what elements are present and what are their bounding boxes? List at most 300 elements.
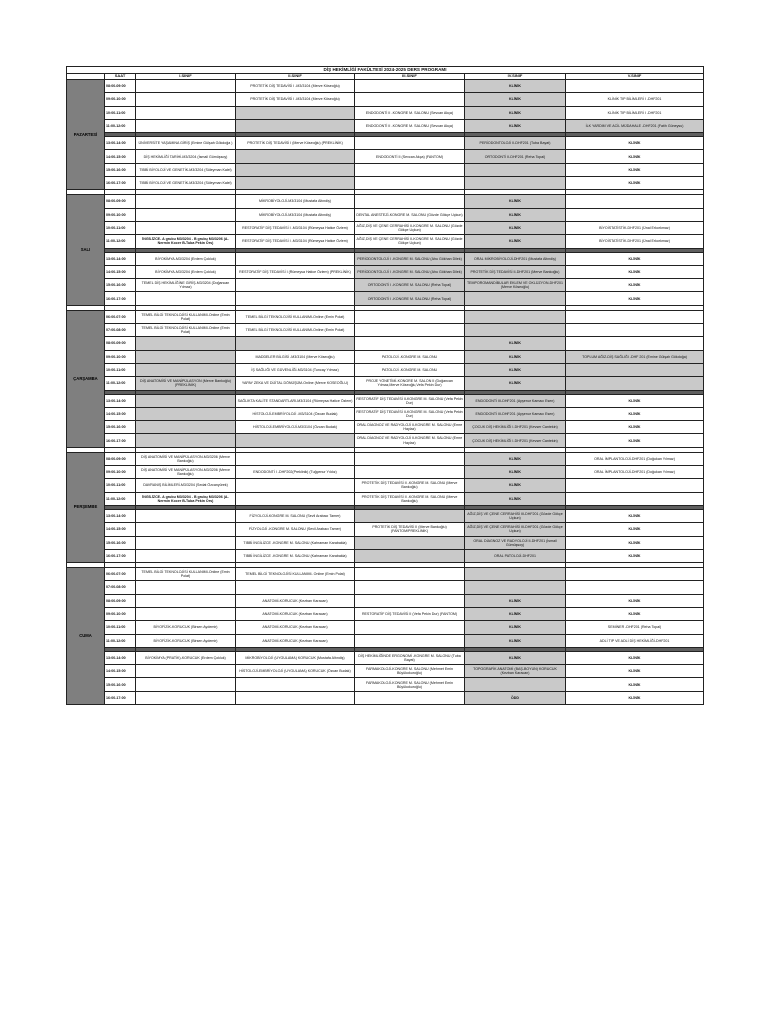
time-slot: 08:00-09:00	[105, 452, 136, 465]
course-cell	[355, 634, 465, 647]
course-cell: BİYOKİMYA (PRATİK)-KORUCUK (Erdem Çokluk)	[136, 651, 236, 664]
course-cell: YAPAY ZEKA VE DİJİTAL DÖNÜŞÜM-Online (Merve KOSEOĞLU)	[236, 377, 355, 390]
time-slot: 08:00-09:00	[105, 594, 136, 607]
course-cell: ENDODONTİ III-DHF201 (Ayşenur Kamacı Esen)	[465, 394, 566, 407]
course-cell: İNGİLİZCE- A grubu M3/3204 - B grubu M3/3206 (A-Nermin Kocer B-Tuba Pekin Örs)	[136, 492, 236, 505]
course-cell: KLİNİK	[566, 150, 704, 163]
table-row	[67, 523, 704, 536]
time-slot: 10:00-11:00	[105, 621, 136, 634]
course-cell	[355, 80, 465, 93]
course-cell: BİYOİSTATİSTİK-DHF201 (Ünal Erkorkmaz)	[566, 235, 704, 248]
course-cell	[136, 208, 236, 221]
course-cell: ÜNİVERSİTE YAŞAMINA GİRİŞ (Emine Gülşah Gökdoğa )	[136, 137, 236, 150]
table-row	[67, 252, 704, 265]
course-cell: RESTORATİF DİŞ TEDAVİSİ II-KONGRE M. SALONU (Vefa Pekin Dur)	[355, 407, 465, 420]
course-cell: ÇOCUK DİŞ HEKİMLİĞİ I-DHF201 (Kevser Cantekin)	[465, 434, 566, 447]
course-cell: KLİNİK	[465, 621, 566, 634]
header-cell-2: II.SINIF	[236, 74, 355, 80]
table-row	[67, 421, 704, 434]
table-row	[67, 80, 704, 93]
course-cell: ORAL MİKROBİYOLOJİ-DHF201 (Mustafa Altındiş)	[465, 252, 566, 265]
course-cell: HİSTOLOJİ-EMBRİYOLOJİ -M3/3104 (Özcan Budak)	[236, 407, 355, 420]
course-cell: TIBBİ BİYOLOJİ VE GENETİK-M3/3204 (Süleyman Kalel)	[136, 177, 236, 190]
table-row	[67, 337, 704, 350]
course-cell: AĞIZ,DİŞ VE ÇENE CERRAHİSİ II-KONGRE M. SALONU (Gözde Gökçe Uçkun)	[355, 221, 465, 234]
table-row	[67, 407, 704, 420]
course-cell	[236, 119, 355, 132]
course-cell	[566, 377, 704, 390]
course-cell	[136, 549, 236, 562]
header-cell-5: V.SINIF	[566, 74, 704, 80]
time-slot: 06:00-07:00	[105, 568, 136, 581]
course-cell	[465, 581, 566, 594]
course-cell: RESTORATİF DİŞ TEDAVİSİ II (Vefa Pekin Dur) (FANTOM)	[355, 607, 465, 620]
course-cell: TIBBİ İNGİLİZCE -KONGRE M. SALONU (Kahraman Karabakla)	[236, 536, 355, 549]
time-slot: 14:00-15:00	[105, 523, 136, 536]
table-row	[67, 594, 704, 607]
course-cell: KLİNİK	[465, 93, 566, 106]
course-cell	[136, 421, 236, 434]
course-cell: FARMAKOLOJİ-KONGRE M. SALONU (Mehmet Emin Büyükokuroğlu)	[355, 678, 465, 691]
course-cell: KLİNİK	[566, 536, 704, 549]
time-slot: 13:00-14:00	[105, 394, 136, 407]
course-cell	[566, 195, 704, 208]
course-cell	[136, 221, 236, 234]
course-cell	[136, 350, 236, 363]
course-cell: KLİNİK	[566, 292, 704, 305]
course-cell: PROTETİK DİŞ TEDAVİSİ I -M3/3104 (Merve Köseoğlu)	[236, 93, 355, 106]
time-slot: 11:00-12:00	[105, 235, 136, 248]
course-cell: TEMEL BİLGİ TEKNOLOJİSİ KULLANIMI-Online (Emin Polat)	[236, 310, 355, 323]
time-slot: 13:00-14:00	[105, 651, 136, 664]
course-cell: ENDODONTİ II -KONGRE M. SALONU (Sevcan Akça)	[355, 119, 465, 132]
course-cell: BİYOFİZİK-KORUCUK (Birsen Aydemir)	[136, 621, 236, 634]
course-cell: PATOLOJİ -KONGRE M. SALONU	[355, 363, 465, 376]
table-row	[67, 163, 704, 176]
course-cell: KLİNİK	[465, 195, 566, 208]
course-cell: SEMİNER -DHF201 (Reha Topal)	[566, 621, 704, 634]
table-row	[67, 581, 704, 594]
time-slot: 08:00-09:00	[105, 337, 136, 350]
course-cell	[566, 492, 704, 505]
course-cell	[566, 337, 704, 350]
course-cell: KLİNİK	[566, 678, 704, 691]
course-cell: KLİNİK	[465, 607, 566, 620]
course-cell: KLİNİK	[566, 265, 704, 278]
table-row	[67, 119, 704, 132]
course-cell	[136, 119, 236, 132]
course-cell	[236, 177, 355, 190]
time-slot: 13:00-14:00	[105, 137, 136, 150]
course-cell: KLİNİK	[566, 421, 704, 434]
table-row	[67, 363, 704, 376]
course-cell	[566, 568, 704, 581]
time-slot: 11:00-12:00	[105, 119, 136, 132]
time-slot: 16:00-17:00	[105, 434, 136, 447]
table-row	[67, 466, 704, 479]
course-cell: KLİNİK	[465, 651, 566, 664]
course-cell: KLİNİK	[566, 549, 704, 562]
course-cell	[566, 208, 704, 221]
time-slot: 15:00-16:00	[105, 163, 136, 176]
time-slot: 09:00-10:00	[105, 350, 136, 363]
course-cell: ENDODONTİ II (Sevcan Akça) (FANTOM)	[355, 150, 465, 163]
time-slot: 08:00-09:00	[105, 195, 136, 208]
table-row	[67, 324, 704, 337]
course-cell: KLİNİK TIP BİLİMLERİ I -DHF201	[566, 106, 704, 119]
course-cell: KLİNİK	[566, 163, 704, 176]
course-cell: KLİNİK	[465, 119, 566, 132]
time-slot: 10:00-11:00	[105, 363, 136, 376]
course-cell: ORTODONTİ II-DHF201 (Reha Topal)	[465, 150, 566, 163]
table-row	[67, 265, 704, 278]
course-cell: KLİNİK	[465, 235, 566, 248]
header-cell-1: I.SINIF	[136, 74, 236, 80]
course-cell	[355, 581, 465, 594]
course-cell	[136, 581, 236, 594]
time-slot: 16:00-17:00	[105, 549, 136, 562]
course-cell: KLİNİK	[566, 177, 704, 190]
course-cell	[465, 310, 566, 323]
course-cell	[136, 292, 236, 305]
course-cell: ADLİ TIP VE ADLİ DİŞ HEKİMLİĞİ-DHF201	[566, 634, 704, 647]
course-cell	[236, 337, 355, 350]
course-cell: PROTETİK DİŞ TEDAVİSİ II -KONGRE M. SALONU (Merve Bankoğlu)	[355, 492, 465, 505]
course-cell: AĞIZ,DİŞ VE ÇENE CERRAHİSİ III-DHF201 (Gözde Gökçe Uçkun)	[465, 523, 566, 536]
course-cell	[566, 363, 704, 376]
table-row	[67, 492, 704, 505]
time-slot: 16:00-17:00	[105, 691, 136, 704]
course-cell: KLİNİK	[566, 691, 704, 704]
course-cell	[136, 407, 236, 420]
course-cell: BİYOKİMYA-M3/3204 (Erdem Çokluk)	[136, 252, 236, 265]
table-row	[67, 549, 704, 562]
course-cell	[236, 434, 355, 447]
course-cell: HİSTOLOJİ-EMBRİYOLOJİ-M3/3104 (Özcan Budak)	[236, 421, 355, 434]
course-cell: KLİNİK	[465, 594, 566, 607]
table-row	[67, 452, 704, 465]
time-slot: 09:00-10:00	[105, 466, 136, 479]
course-cell	[136, 434, 236, 447]
time-slot: 10:00-11:00	[105, 221, 136, 234]
time-slot: 13:00-14:00	[105, 509, 136, 522]
course-cell: KLİNİK	[465, 106, 566, 119]
course-cell: ENDODONTİ II -KONGRE M. SALONU (Sevcan Akça)	[355, 106, 465, 119]
course-cell	[355, 509, 465, 522]
course-cell	[465, 292, 566, 305]
course-cell	[355, 536, 465, 549]
course-cell: RESTORATİF DİŞ TEDAVİSİ II-KONGRE M. SALONU (Vefa Pekin Dur)	[355, 394, 465, 407]
time-slot: 14:00-15:00	[105, 665, 136, 678]
course-cell	[136, 394, 236, 407]
course-cell: TOPLUM AĞIZ-DİŞ SAĞLIĞI -DHF 201 (Emine Gülşah Gökdoğa)	[566, 350, 704, 363]
course-cell: AĞIZ,DİŞ VE ÇENE CERRAHİSİ II-KONGRE M. SALONU (Gözde Gökçe Uçkun)	[355, 235, 465, 248]
course-cell	[236, 492, 355, 505]
course-cell: KLİNİK	[465, 208, 566, 221]
course-cell: MİKROBİYOLOJİ-M3/3104 (Mustafa Altındiş)	[236, 195, 355, 208]
header-cell-4: IV.SINIF	[465, 74, 566, 80]
time-slot: 14:00-15:00	[105, 407, 136, 420]
course-cell	[236, 279, 355, 292]
time-slot: 15:00-16:00	[105, 421, 136, 434]
course-cell	[236, 581, 355, 594]
table-row	[67, 394, 704, 407]
course-cell	[465, 163, 566, 176]
course-cell	[136, 523, 236, 536]
time-slot: 15:00-16:00	[105, 678, 136, 691]
course-cell: KLİNİK TIP BİLİMLERİ I -DHF201	[566, 93, 704, 106]
course-cell: KLİNİK	[566, 651, 704, 664]
course-cell: TOPOGRAFİK ANATOMİ (BAŞ-BOYUN) KORUCUK (Kezban Karacan)	[465, 665, 566, 678]
course-cell	[566, 479, 704, 492]
course-cell	[236, 479, 355, 492]
table-row	[67, 377, 704, 390]
course-cell	[355, 549, 465, 562]
course-cell: PERİODONTOLOJİ I -KONGRE M. SALONU (Ahu Gökhan Dilek)	[355, 252, 465, 265]
course-cell: FİZYOLOJİ -KONGRE M. SALONU (Sevil Arabacı Tamer)	[236, 523, 355, 536]
course-cell	[136, 665, 236, 678]
course-cell: DİŞ HEKİMLİĞİ TARİHİ-M3/3204 (İsmail Gümüşsoy)	[136, 150, 236, 163]
table-row	[67, 221, 704, 234]
course-cell: KLİNİK	[566, 434, 704, 447]
table-row	[67, 621, 704, 634]
course-cell: PROJE YÖNETİMİ-KONGRE M. SALON II (Doğancan Yılmaz,Merve Köseoğlu,Vefa Pekin Dur)	[355, 377, 465, 390]
course-cell	[355, 452, 465, 465]
course-cell: KLİNİK	[465, 452, 566, 465]
table-row	[67, 568, 704, 581]
time-slot: 15:00-16:00	[105, 536, 136, 549]
course-cell	[236, 106, 355, 119]
course-cell	[355, 594, 465, 607]
course-cell	[136, 536, 236, 549]
course-cell: KLİNİK	[566, 509, 704, 522]
course-cell: KLİNİK	[566, 394, 704, 407]
day-label: ÇARŞAMBA	[67, 310, 105, 447]
day-label: SALI	[67, 195, 105, 305]
time-slot: 06:00-07:00	[105, 310, 136, 323]
course-cell	[136, 80, 236, 93]
course-cell: ORTODONTİ I -KONGRE M. SALONU (Reha Topal)	[355, 279, 465, 292]
course-cell: MİKROBİYOLOJİ-M3/3104 (Mustafa Altındiş)	[236, 208, 355, 221]
course-cell	[136, 509, 236, 522]
day-label: PERŞEMBE	[67, 452, 105, 562]
course-cell	[236, 292, 355, 305]
time-slot: 07:00-08:00	[105, 581, 136, 594]
course-cell: İNGİLİZCE- A grubu M3/3204 - B grubu M3/3206 (A-Nermin Kocer B-Tuba Pekin Örs)	[136, 235, 236, 248]
table-row	[67, 93, 704, 106]
course-cell	[355, 324, 465, 337]
table-row	[67, 235, 704, 248]
course-cell: ORAL DİAGNOZ VE RADYOLOJİ II-KONGRE M. SALONU (Emre Haylaz)	[355, 434, 465, 447]
course-cell: ENDODONTİ I -DHF202(Preklinik) (Tuğçenur Yıldız)	[236, 466, 355, 479]
course-cell	[236, 691, 355, 704]
course-cell: TEMEL DİŞ HEKİMLİĞİNE GİRİŞ-M3/3204 (Doğancan Yılmaz)	[136, 279, 236, 292]
time-slot: 09:00-10:00	[105, 208, 136, 221]
course-cell: DAVRANIŞ BİLİMLERİ-M3/3204 (Sedat Özcanyürek)	[136, 479, 236, 492]
table-row	[67, 651, 704, 664]
course-cell: DİŞ HEKİMLİĞİNDE ERGONOMİ -KONGRE M. SALONU (Tuba Bayat)	[355, 651, 465, 664]
course-cell: TEMEL BİLGİ TEKNOLOJİSİ KULLANIMI- Online (Emin Polat)	[236, 568, 355, 581]
course-cell: TIBBİ BİYOLOJİ VE GENETİK-M3/3204 (Süleyman Kalel)	[136, 163, 236, 176]
course-cell	[566, 310, 704, 323]
course-cell: ÇOCUK DİŞ HEKİMLİĞİ I-DHF201 (Kevser Cantekin)	[465, 421, 566, 434]
time-slot: 07:00-08:00	[105, 324, 136, 337]
course-cell	[355, 466, 465, 479]
course-cell: ORTODONTİ I -KONGRE M. SALONU (Reha Topal)	[355, 292, 465, 305]
course-cell	[236, 678, 355, 691]
course-cell: ORAL İMPLANTOLOJİ-DHF201 (Doğukan Yılmaz)	[566, 466, 704, 479]
course-cell	[355, 195, 465, 208]
time-slot: 14:00-15:00	[105, 265, 136, 278]
table-row	[67, 177, 704, 190]
course-cell: KLİNİK	[465, 221, 566, 234]
course-cell	[355, 93, 465, 106]
course-cell: KLİNİK	[465, 350, 566, 363]
time-slot: 09:00-10:00	[105, 607, 136, 620]
course-cell: TIBBİ İNGİLİZCE -KONGRE M. SALONU (Kahraman Karabakla)	[236, 549, 355, 562]
course-cell: DİŞ ANATOMİSİ VE MANİPÜLASYON (Merve Bankoğlu) (PREKLİNİK)	[136, 377, 236, 390]
table-row	[67, 678, 704, 691]
course-cell: KLİNİK	[566, 665, 704, 678]
course-cell: KLİNİK	[465, 634, 566, 647]
course-cell	[355, 691, 465, 704]
course-cell	[465, 324, 566, 337]
time-slot: 11:00-12:00	[105, 634, 136, 647]
course-cell	[136, 691, 236, 704]
course-cell: PROTETİK DİŞ TEDAVİSİ II (Merve Bankoğlu) (FANTOM/PREKLİNİK)	[355, 523, 465, 536]
table-row	[67, 509, 704, 522]
time-slot: 11:00-12:00	[105, 492, 136, 505]
course-cell: KLİNİK	[566, 523, 704, 536]
course-cell	[136, 678, 236, 691]
course-cell	[236, 452, 355, 465]
course-cell: RESTORATİF DİŞ TEDAVİSİ I -M3/3104 (Rümeysa Hatice Özlem)	[236, 221, 355, 234]
course-cell	[355, 310, 465, 323]
course-cell: BİYOFİZİK-KORUCUK (Birsen Aydemir)	[136, 634, 236, 647]
course-cell	[355, 568, 465, 581]
course-cell: İLK YARDIM VE ACİL MÜDAHALE -DHF201 (Fatih Güneysu)	[566, 119, 704, 132]
course-cell: TEMEL BİLGİ TEKNOLOJİSİ KULLANIMI-Online (Emin Polat)	[136, 568, 236, 581]
course-cell: KLİNİK	[465, 466, 566, 479]
course-cell	[355, 177, 465, 190]
table-row	[67, 195, 704, 208]
course-cell: KLİNİK	[465, 492, 566, 505]
course-cell: KLİNİK	[566, 279, 704, 292]
course-cell: SAĞLIKTA KALİTE STANDARTLARI-M3/3104 (Rümeysa Hatice Özlem)	[236, 394, 355, 407]
course-cell: FARMAKOLOJİ-KONGRE M. SALONU (Mehmet Emin Büyükokuroğlu)	[355, 665, 465, 678]
course-cell: HİSTOLOJİ-EMBRİYOLOJİ (UYGULAMA) KORUCUK (Özcan Budak)	[236, 665, 355, 678]
day-label: CUMA	[67, 568, 105, 705]
table-row	[67, 479, 704, 492]
table-row	[67, 106, 704, 119]
course-cell: PROTETİK DİŞ TEDAVİSİ I (Merve Köseoğlu) (PREKLİNİK)	[236, 137, 355, 150]
day-label: PAZARTESİ	[67, 80, 105, 190]
course-cell	[355, 621, 465, 634]
course-cell: PATOLOJİ -KONGRE M. SALONU	[355, 350, 465, 363]
page-title: DİŞ HEKİMLİĞİ FAKÜLTESİ 2024-2025 DERS PROGRAMI	[67, 67, 704, 74]
table-row	[67, 292, 704, 305]
table-row	[67, 536, 704, 549]
table-row	[67, 691, 704, 704]
course-cell: PROTETİK DİŞ TEDAVİSİ II -KONGRE M. SALONU (Merve Bankoğlu)	[355, 479, 465, 492]
course-cell: KLİNİK	[566, 607, 704, 620]
course-cell: İŞ SAĞLIĞI VE GÜVENLİĞİ-M3/3104 (Tuncay Yılmaz)	[236, 363, 355, 376]
table-row	[67, 150, 704, 163]
course-cell	[236, 252, 355, 265]
course-cell: KLİNİK	[465, 337, 566, 350]
header-cell-3: III.SINIF	[355, 74, 465, 80]
course-cell: KLİNİK	[465, 363, 566, 376]
table-row	[67, 434, 704, 447]
course-cell	[566, 324, 704, 337]
course-cell: RESTORATİF DİŞ TEDAVİSİ I (Rümeysa Hatice Özlem) (PREKLİNİK)	[236, 265, 355, 278]
course-cell	[465, 177, 566, 190]
course-cell	[355, 137, 465, 150]
course-cell	[465, 568, 566, 581]
table-row	[67, 350, 704, 363]
course-cell	[566, 581, 704, 594]
course-cell	[136, 337, 236, 350]
course-cell: BİYOİSTATİSTİK-DHF201 (Ünal Erkorkmaz)	[566, 221, 704, 234]
course-cell: ORAL DİAGNOZ VE RADYOLOJİ II-KONGRE M. SALONU (Emre Haylaz)	[355, 421, 465, 434]
time-slot: 10:00-11:00	[105, 106, 136, 119]
time-slot: 16:00-17:00	[105, 177, 136, 190]
course-cell: RESTORATİF DİŞ TEDAVİSİ I -M3/3104 (Rümeysa Hatice Özlem)	[236, 235, 355, 248]
course-cell: BİYOKİMYA-M3/3204 (Erdem Çokluk)	[136, 265, 236, 278]
course-cell	[136, 93, 236, 106]
course-cell: PERİODONTOLOJİ I -KONGRE M. SALONU (Ahu Gökhan Dilek)	[355, 265, 465, 278]
time-slot: 13:00-14:00	[105, 252, 136, 265]
course-cell: MADDELER BİLGİSİ -M3/3104 (Merve Köseoğlu)	[236, 350, 355, 363]
course-cell	[465, 678, 566, 691]
course-cell	[236, 150, 355, 163]
course-cell: KLİNİK	[465, 80, 566, 93]
course-cell	[355, 163, 465, 176]
course-cell: KLİNİK	[465, 377, 566, 390]
course-cell: TEMEL BİLGİ TEKNOLOJİSİ KULLANIMI-Online (Emin Polat)	[236, 324, 355, 337]
course-cell	[355, 337, 465, 350]
course-cell: DENTAL ANESTEZİ-KONGRE M. SALONU (Gözde Gökçe Uçkun)	[355, 208, 465, 221]
course-cell: KLİNİK	[566, 594, 704, 607]
course-cell	[136, 607, 236, 620]
course-cell: AĞIZ,DİŞ VE ÇENE CERRAHİSİ III-DHF201 (Gözde Gökçe Uçkun)	[465, 509, 566, 522]
course-cell: TEMEL BİLGİ TEKNOLOJİSİ KULLANIMI-Online (Emin Polat)	[136, 310, 236, 323]
table-row	[67, 665, 704, 678]
course-cell: ENDODONTİ III-DHF201 (Ayşenur Kamacı Esen)	[465, 407, 566, 420]
course-cell: KLİNİK	[566, 137, 704, 150]
course-cell: PROTETİK DİŞ TEDAVİSİ I -M3/3104 (Merve Köseoğlu)	[236, 80, 355, 93]
course-cell: TEMPOROMANDİBULAR EKLEM VE OKLÜZYON-DHF201 (Merve Köseoğlu)	[465, 279, 566, 292]
table-row	[67, 137, 704, 150]
course-cell: KLİNİK	[465, 479, 566, 492]
course-cell: KLİNİK	[566, 252, 704, 265]
time-slot: 15:00-16:00	[105, 279, 136, 292]
table-row	[67, 279, 704, 292]
table-row	[67, 208, 704, 221]
course-cell: FİZYOLOJİ-KONGRE M. SALONU (Sevil Arabacı Tamer)	[236, 509, 355, 522]
time-slot: 16:00-17:00	[105, 292, 136, 305]
course-cell: PROTETİK DİŞ TEDAVİSİ II-DHF201 (Merve Bankoğlu)	[465, 265, 566, 278]
course-cell	[566, 80, 704, 93]
time-slot: 11:00-12:00	[105, 377, 136, 390]
course-cell: ANATOMİ-KORUCUK (Kezban Karacan)	[236, 621, 355, 634]
course-cell: MİKROBİYOLOJİ (UYGULAMA) KORUCUK (Mustafa Altındiş)	[236, 651, 355, 664]
course-cell: KLİNİK	[566, 407, 704, 420]
course-cell: ÖDD	[465, 691, 566, 704]
header-cell-saat: SAAT	[105, 74, 136, 80]
time-slot: 10:00-11:00	[105, 479, 136, 492]
course-cell	[136, 594, 236, 607]
